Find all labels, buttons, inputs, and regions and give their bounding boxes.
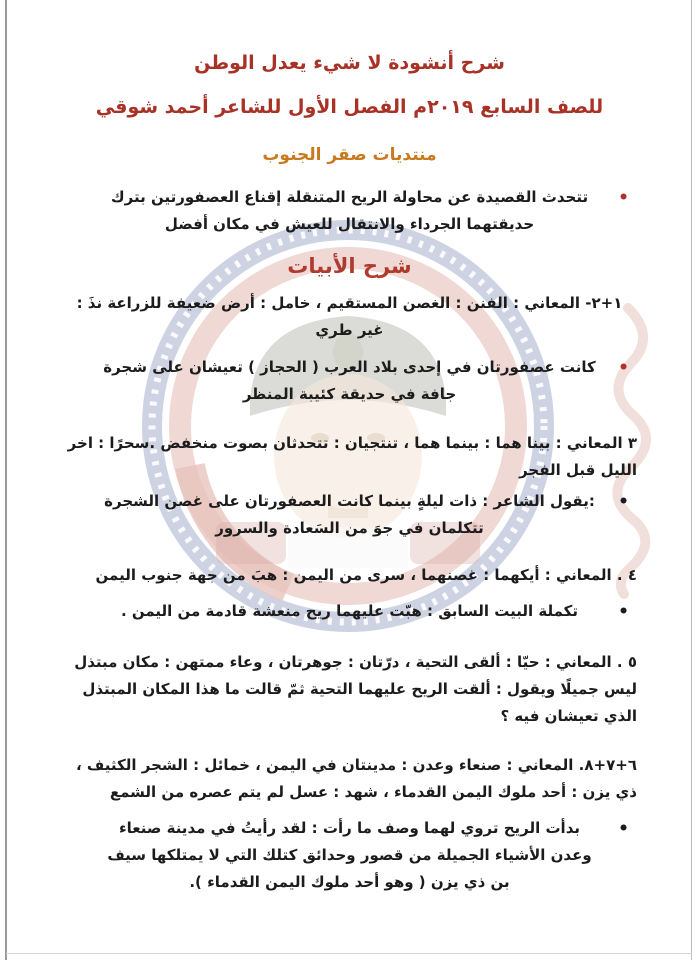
bullet-icon: • xyxy=(618,492,629,512)
meaning-verse-5: ٥ . المعاني : حيّا : ألقى التحية ، درّتان : جوهرتان ، وعاء ممتهن : مكان مبتذل ليس جميلًا ويقول : ألقت الريح عليهما التحية ثمّ قالت ما هذا المكان المبتذل الذي تعيشان فيه ؟ xyxy=(74,653,637,725)
bullet-icon: • xyxy=(618,819,629,839)
meaning-verses-1-2: ١+٢- المعاني : الفنن : الغصن المستقيم ، خامل : أرض ضعيفة للزراعة نذَ : غير طري xyxy=(76,294,623,339)
intro-summary xyxy=(62,184,637,238)
meaning-verse-4: ٤ . المعاني : أيكهما : غصنهما ، سرى من اليمن : هبَ من جهة جنوب اليمن xyxy=(95,566,637,584)
bullet-icon: • xyxy=(618,188,629,208)
explanation-text: بدأت الريح تروي لهما وصف ما رأت : لقد رأيتُ في مدينة صنعاء وعدن الأشياء الجميلة من قصور وحدائق كتلك التي لا يمتلكها سيف بن ذي يزن ( وهو أحد ملوك اليمن القدماء ). xyxy=(107,819,592,891)
section-heading: شرح الأبيات xyxy=(287,254,412,278)
page-subtitle: للصف السابع ٢٠١٩م الفصل الأول للشاعر أحمد شوقي xyxy=(95,96,604,118)
explanation-text: :يقول الشاعر : ذات ليلةٍ بينما كانت العصفورتان على غصن الشجرة تتكلمان في جوَ من السَعادة والسرور xyxy=(104,492,595,537)
explanation-verses-6-7-8 xyxy=(62,815,637,896)
explanation-verse-3 xyxy=(62,488,637,542)
explanation-text: تكملة البيت السابق : هبّت عليهما ريح منعشة قادمة من اليمن . xyxy=(120,602,579,620)
bullet-icon: • xyxy=(618,358,629,378)
meaning-verses-6-7-8: ٦+٧+٨. المعاني : صنعاء وعدن : مدينتان في اليمن ، خمائل : الشجر الكثيف ، ذي يزن : أحد ملوك اليمن القدماء ، شهد : عسل لم يتم عصره من الشمع xyxy=(75,756,637,801)
explanation-verses-1-2 xyxy=(62,354,637,408)
bullet-icon: • xyxy=(618,602,629,622)
forum-name: منتديات صقر الجنوب xyxy=(262,145,437,165)
intro-summary-text: تتحدث القصيدة عن محاولة الريح المتنقلة إقناع العصفورتين بترك حديقتهما الجرداء والانتقال للعيش في مكان أفضل xyxy=(110,188,589,233)
page-title: شرح أنشودة لا شيء يعدل الوطن xyxy=(194,52,505,74)
scan-edge-bottom xyxy=(6,953,692,954)
meaning-verse-3: ٣ المعاني : بينا هما : بينما هما ، تنتجيان : تتحدثان بصوت منخفض .سحرًا : اخر الليل قبل الفجر xyxy=(67,434,637,479)
explanation-verse-4 xyxy=(62,598,637,625)
explanation-text: كانت عصفورتان في إحدى بلاد العرب ( الحجاز ) تعيشان على شجرة جافة في حديقة كئيبة المنظر xyxy=(103,358,596,403)
